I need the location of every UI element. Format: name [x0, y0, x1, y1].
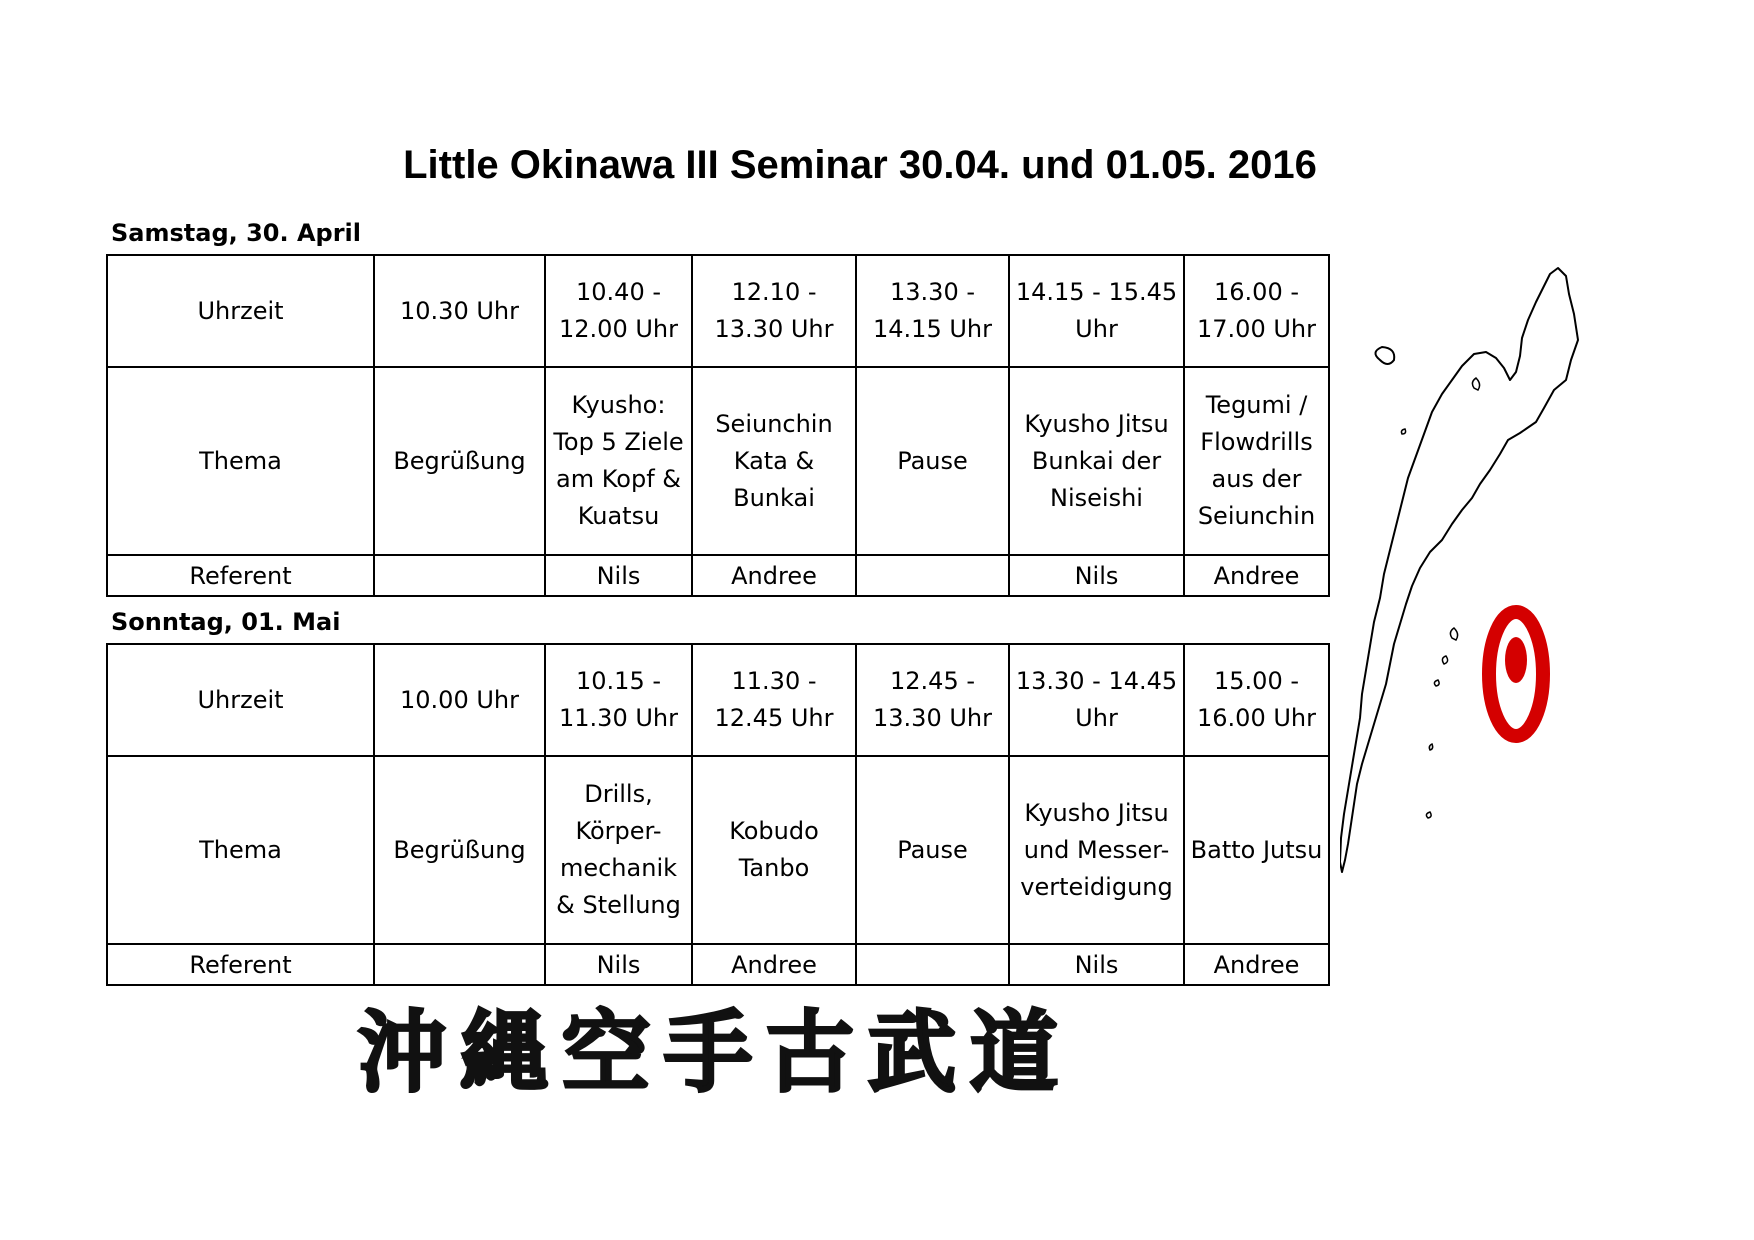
topic-cell: Pause	[856, 367, 1009, 555]
day-label-saturday: Samstag, 30. April	[111, 219, 362, 247]
table-row	[107, 255, 1329, 367]
referent-cell	[374, 555, 545, 596]
topic-cell: Kyusho Jitsu und Messer-verteidigung	[1009, 756, 1184, 944]
topic-cell: Kyusho Jitsu Bunkai der Niseishi	[1009, 367, 1184, 555]
time-cell: 14.15 - 15.45 Uhr	[1009, 255, 1184, 367]
row-header-time: Uhrzeit	[107, 644, 374, 756]
time-cell: 12.10 - 13.30 Uhr	[692, 255, 856, 367]
referent-cell: Andree	[1184, 555, 1329, 596]
time-cell: 10.30 Uhr	[374, 255, 545, 367]
schedule-table-saturday	[106, 254, 1330, 597]
time-cell: 10.40 - 12.00 Uhr	[545, 255, 692, 367]
topic-cell: Begrüßung	[374, 756, 545, 944]
row-header-time: Uhrzeit	[107, 255, 374, 367]
referent-cell: Nils	[545, 555, 692, 596]
referent-cell: Andree	[692, 944, 856, 985]
svg-text:沖縄空手古武道: 沖縄空手古武道	[357, 1000, 1073, 1100]
day-label-sunday: Sonntag, 01. Mai	[111, 608, 341, 636]
referent-cell	[374, 944, 545, 985]
topic-cell: Batto Jutsu	[1184, 756, 1329, 944]
table-row	[107, 367, 1329, 555]
topic-cell: Kyusho: Top 5 Ziele am Kopf & Kuatsu	[545, 367, 692, 555]
referent-cell: Andree	[1184, 944, 1329, 985]
schedule-table-sunday	[106, 643, 1330, 986]
time-cell: 13.30 - 14.45 Uhr	[1009, 644, 1184, 756]
time-cell: 13.30 - 14.15 Uhr	[856, 255, 1009, 367]
calligraphy-logo	[335, 995, 1095, 1100]
okinawa-map-icon	[1340, 262, 1602, 882]
topic-cell: Kobudo Tanbo	[692, 756, 856, 944]
referent-cell: Nils	[1009, 944, 1184, 985]
time-cell: 10.00 Uhr	[374, 644, 545, 756]
row-header-referent: Referent	[107, 944, 374, 985]
time-cell: 12.45 - 13.30 Uhr	[856, 644, 1009, 756]
topic-cell: Begrüßung	[374, 367, 545, 555]
row-header-topic: Thema	[107, 367, 374, 555]
topic-cell: Pause	[856, 756, 1009, 944]
time-cell: 11.30 - 12.45 Uhr	[692, 644, 856, 756]
referent-cell: Nils	[1009, 555, 1184, 596]
topic-cell: Drills, Körper-mechanik & Stellung	[545, 756, 692, 944]
table-row	[107, 756, 1329, 944]
table-row	[107, 555, 1329, 596]
referent-cell: Andree	[692, 555, 856, 596]
time-cell: 10.15 - 11.30 Uhr	[545, 644, 692, 756]
referent-cell	[856, 944, 1009, 985]
topic-cell: Tegumi / Flowdrills aus der Seiunchin	[1184, 367, 1329, 555]
referent-cell	[856, 555, 1009, 596]
time-cell: 15.00 - 16.00 Uhr	[1184, 644, 1329, 756]
referent-cell: Nils	[545, 944, 692, 985]
topic-cell: Seiunchin Kata & Bunkai	[692, 367, 856, 555]
time-cell: 16.00 - 17.00 Uhr	[1184, 255, 1329, 367]
row-header-topic: Thema	[107, 756, 374, 944]
table-row	[107, 644, 1329, 756]
page-title: Little Okinawa III Seminar 30.04. und 01.05. 2016	[403, 143, 1317, 187]
table-row	[107, 944, 1329, 985]
row-header-referent: Referent	[107, 555, 374, 596]
